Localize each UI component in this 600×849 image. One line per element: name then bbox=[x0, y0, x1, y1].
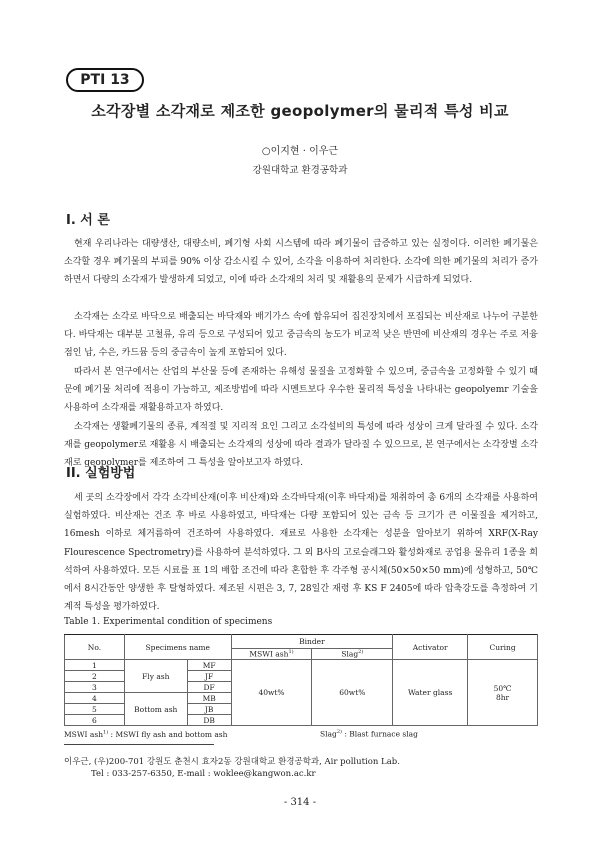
intro-paragraph-3: 따라서 본 연구에서는 산업의 부산물 등에 존재하는 유해성 물질을 고정화할 수 있으며, 중금속을 고정화할 수 있기 때문에 폐기물 처리에 적용이 가능하고, 제조방법에 따라 시멘트보다 우수한 물리적 특성을 나타내는 geopolyemr 기술을 사용하여 소각재를 재활용하고자 하였다. bbox=[64, 367, 538, 414]
col-header-specimens-name: Specimens name bbox=[124, 635, 231, 660]
table-caption: Table 1. Experimental condition of specimens bbox=[64, 617, 273, 627]
methods-paragraph-1: 세 곳의 소각장에서 각각 소각비산재(이후 비산재)와 소각바닥재(이후 바닥재)를 채취하여 총 6개의 소각재를 사용하여 실험하였다. 비산재는 건조 후 바로 사용하였고, 바닥재는 다량 포함되어 있는 금속 등 크기가 큰 이물질을 제거하고, 16mesh 이하로 체거름하여 건조하여 사용하였다. 재료로 사용한 소각재는 성분을 알아보기 위하여 XRF(X-Ray Flourescence Spectrometry)를 사용하여 분석하였다. 그 외 B사의 고로슬래그와 활성화재로 공업용 물유리 1종을 희석하여 사용하였다. 모든 시료를 표 1의 배합 조건에 따라 혼합한 후 각주형 공시체(50×50×50 mm)에 성형하고, 50℃에서 8시간동안 양생한 후 탈형하였다. 제조된 시편은 3, 7, 28일간 재령 후 KS F 2405에 따라 압축강도를 측정하여 기계적 특성을 평가하였다. bbox=[64, 493, 538, 613]
curing-value: 50℃ 8hr bbox=[468, 660, 538, 726]
affiliation: 강원대학교 환경공학과 bbox=[252, 165, 348, 176]
session-badge: PTI 13 bbox=[66, 68, 144, 92]
row-number: 5 bbox=[65, 704, 125, 715]
section-heading-methods: II. 실험방법 bbox=[66, 466, 136, 481]
mswi-ash-value: 40wt% bbox=[231, 660, 312, 726]
specimen-table bbox=[64, 634, 538, 726]
intro-paragraph-4: 소각재는 생활폐기물의 종류, 계적절 및 지리적 요인 그리고 소각설비의 특성에 따라 성상이 크게 달라질 수 있다. 소각재를 geopolymer로 재활용 시 배출되는 소각재의 성상에 따라 결과가 달라질 수 있으므로, 본 연구에서는 소각장별 소각재로 geopolymer를 제조하여 그 특성을 알아보고자 하였다. bbox=[64, 422, 538, 469]
table-row bbox=[65, 660, 538, 671]
page-number: - 314 - bbox=[283, 797, 317, 808]
col-header-no: No. bbox=[65, 635, 125, 660]
slag-value: 60wt% bbox=[312, 660, 393, 726]
specimen-code: DB bbox=[187, 715, 231, 726]
col-header-activator: Activator bbox=[393, 635, 468, 660]
paper-title: 소각장별 소각재로 제조한 geopolymer의 물리적 특성 비교 bbox=[91, 102, 509, 120]
intro-paragraph-2: 소각재는 소각로 바닥으로 배출되는 바닥재와 배기가스 속에 함유되어 집진장치에서 포집되는 비산재로 나누어 구분한다. 바닥재는 대부분 고철류, 유리 등으로 구성되어 있고 중금속의 농도가 비교적 낮은 반면에 비산재의 경우는 주로 저융점인 납, 수은, 카드뮴 등의 중금속이 높게 포함되어 있다. bbox=[64, 312, 538, 359]
note-mswi-ash: MSWI ash$^{1)}$ : MSWI fly ash and bottom ash bbox=[64, 729, 228, 739]
authors: ○이지현 · 이우근 bbox=[261, 146, 339, 157]
group-bottom-ash: Bottom ash bbox=[124, 693, 187, 726]
note-slag: Slag$^{2)}$ : Blast furnace slag bbox=[320, 729, 418, 739]
row-number: 4 bbox=[65, 693, 125, 704]
col-header-mswi-ash: MSWI ash$^{1)}$ bbox=[231, 649, 312, 660]
specimen-code: MF bbox=[187, 660, 231, 671]
footnote-divider bbox=[64, 744, 214, 745]
specimen-code: DF bbox=[187, 682, 231, 693]
intro-paragraph-1: 현재 우리나라는 대량생산, 대량소비, 폐기형 사회 시스템에 따라 폐기물이 급증하고 있는 실정이다. 이러한 폐기물은 소각할 경우 폐기물의 부피를 90% 이상 감소시킬 수 있어, 소각을 이용하여 처리한다. 소각에 의한 폐기물의 처리가 증가하면서 다량의 소각재가 발생하게 되었고, 이에 따라 소각재의 처리 및 재활용의 문제가 시급하게 되었다. bbox=[64, 239, 538, 286]
col-header-slag: Slag$^{2)}$ bbox=[312, 649, 393, 660]
row-number: 2 bbox=[65, 671, 125, 682]
section-heading-introduction: I. 서 론 bbox=[66, 213, 110, 228]
activator-value: Water glass bbox=[393, 660, 468, 726]
footnote-contact: Tel : 033-257-6350, E-mail : woklee@kangwon.ac.kr bbox=[91, 769, 316, 779]
col-header-curing: Curing bbox=[468, 635, 538, 660]
group-fly-ash: Fly ash bbox=[124, 660, 187, 693]
footnote-address: 이우근, (우)200-701 강원도 춘천시 효자2동 강원대학교 환경공학과, Air pollution Lab. bbox=[64, 757, 400, 767]
col-header-binder: Binder bbox=[231, 635, 393, 649]
specimen-code: JF bbox=[187, 671, 231, 682]
table-notes bbox=[64, 729, 538, 739]
row-number: 3 bbox=[65, 682, 125, 693]
specimen-code: MB bbox=[187, 693, 231, 704]
row-number: 1 bbox=[65, 660, 125, 671]
specimen-code: JB bbox=[187, 704, 231, 715]
row-number: 6 bbox=[65, 715, 125, 726]
